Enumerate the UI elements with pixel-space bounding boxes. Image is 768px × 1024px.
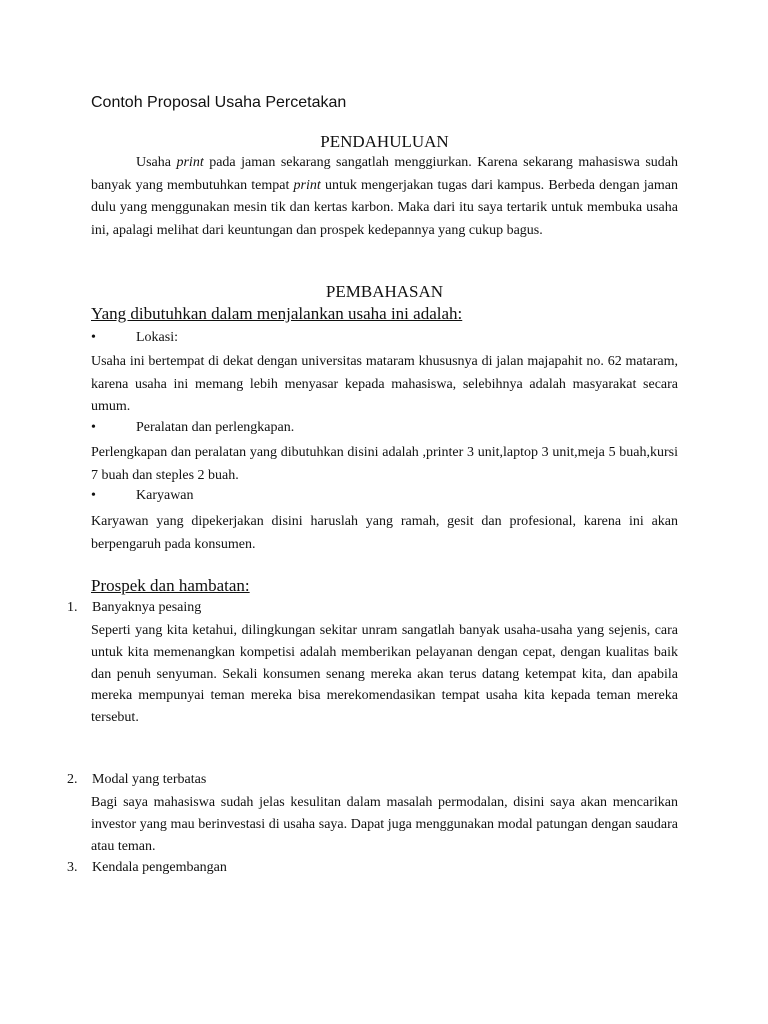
item-label: Banyaknya pesaing: [92, 600, 202, 615]
pendahuluan-text-3: untuk mengerjakan tugas dari kampus. Berbeda dengan jaman dulu yang menggunakan mesin tik dan kertas karbon. Maka dari itu saya tertarik untuk membuka usaha ini, apalagi melihat dari keuntungan dan prospek kedepannya yang cukup bagus.: [91, 177, 678, 238]
item-number: 1.: [67, 600, 78, 615]
item-label: Modal yang terbatas: [92, 772, 207, 787]
pembahasan-heading: PEMBAHASAN: [325, 282, 444, 301]
bullet-label: Lokasi:: [136, 330, 178, 345]
item-body-modal: Bagi saya mahasiswa sudah jelas kesulitan dalam masalah permodalan, disini saya akan mencarikan investor yang mau berinvestasi di usaha saya. Dapat juga menggunakan modal patungan dengan saudara atau teman.: [91, 795, 678, 854]
item-number: 2.: [67, 772, 78, 787]
bullet-label: Karyawan: [136, 488, 194, 503]
pendahuluan-emphasis-print-1: print: [176, 155, 204, 170]
pendahuluan-emphasis-print-2: print: [293, 177, 321, 193]
item-label: Kendala pengembangan: [92, 860, 227, 875]
bullet-mark: •: [91, 488, 96, 503]
bullet-mark: •: [91, 330, 96, 345]
bullet-body-lokasi: Usaha ini bertempat di dekat dengan universitas mataram khususnya di jalan majapahit no. 62 mataram, karena usaha ini memang lebih menyasar kepada mahasiswa, selebihnya adalah masyarakat secara umum.: [91, 354, 678, 414]
pendahuluan-heading: PENDAHULUAN: [320, 132, 449, 151]
pendahuluan-text-2: pada jaman sekarang sangatlah menggiurkan. Karena sekarang mahasiswa sudah banyak yang membutuhkan tempat: [91, 155, 678, 193]
document-title: Contoh Proposal Usaha Percetakan: [91, 94, 347, 111]
bullet-body-karyawan: Karyawan yang dipekerjakan disini haruslah yang ramah, gesit dan profesional, karena ini akan berpengaruh pada konsumen.: [91, 514, 678, 552]
item-number: 3.: [67, 860, 78, 875]
pendahuluan-paragraph: [91, 152, 678, 242]
pembahasan-subheading: Yang dibutuhkan dalam menjalankan usaha ini adalah:: [91, 304, 463, 323]
item-body-pesaing: Seperti yang kita ketahui, dilingkungan sekitar unram sangatlah banyak usaha-usaha yang sejenis, cara untuk kita memenangkan kompetisi adalah memberikan pelayanan dengan cepat, dengan kualitas baik dan penuh senyuman. Sekali konsumen senang mereka akan terus datang ketempat kita, dan apabila mereka mempunyai teman mereka bisa merekomendasikan tempat usaha kita kepada teman mereka tersebut.: [91, 623, 678, 726]
bullet-mark: •: [91, 420, 96, 435]
bullet-label: Peralatan dan perlengkapan.: [136, 420, 295, 435]
bullet-body-peralatan: Perlengkapan dan peralatan yang dibutuhkan disini adalah ,printer 3 unit,laptop 3 unit,meja 5 buah,kursi 7 buah dan steples 2 buah.: [91, 445, 678, 483]
prospek-heading: Prospek dan hambatan:: [91, 576, 250, 595]
pendahuluan-text-1: Usaha: [136, 155, 177, 170]
